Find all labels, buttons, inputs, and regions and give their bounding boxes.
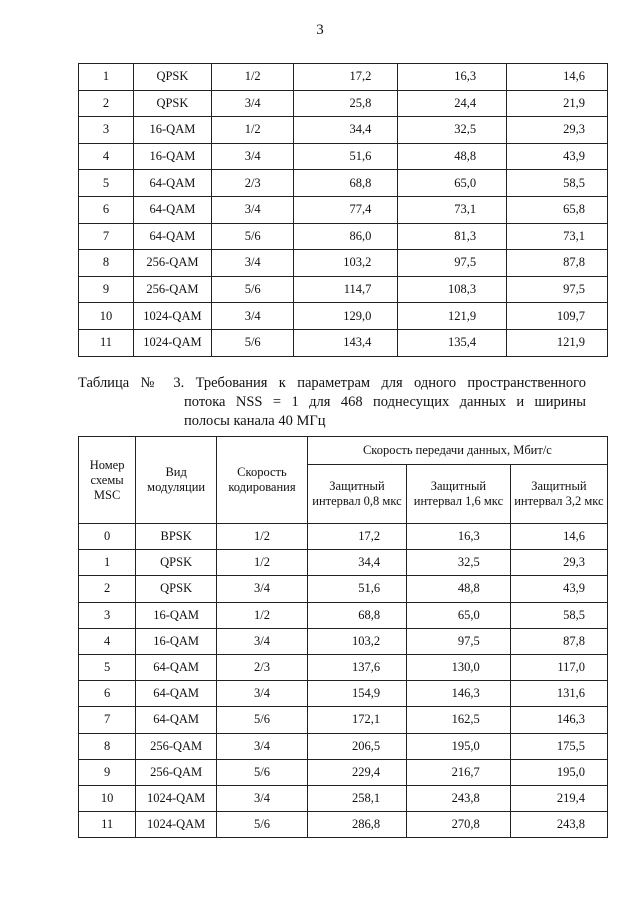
rate-gi-0-8-cell: 103,2 [307, 628, 406, 654]
modulation-cell: 1024-QAM [136, 785, 217, 811]
table-row [79, 812, 608, 838]
rate-gi-3-2-cell: 58,5 [507, 170, 608, 197]
rate-gi-3-2-cell: 29,3 [507, 117, 608, 144]
rate-gi-0-8-cell: 258,1 [307, 785, 406, 811]
rate-gi-0-8-cell: 286,8 [307, 812, 406, 838]
table-row [79, 524, 608, 550]
modulation-cell: 64-QAM [136, 707, 217, 733]
rate-gi-3-2-cell: 121,9 [507, 329, 608, 356]
modulation-cell: 16-QAM [136, 602, 217, 628]
table3-caption [78, 374, 586, 431]
header-gi-0-8: Защитный интервал 0,8 мкс [307, 465, 406, 524]
rate-gi-1-6-cell: 146,3 [407, 681, 511, 707]
table-row [79, 329, 608, 356]
coding-rate-cell: 3/4 [217, 681, 308, 707]
rate-gi-1-6-cell: 32,5 [398, 117, 507, 144]
coding-rate-cell: 5/6 [211, 223, 294, 250]
coding-rate-cell: 5/6 [217, 759, 308, 785]
msc-index-cell: 1 [79, 64, 134, 91]
coding-rate-cell: 5/6 [217, 812, 308, 838]
coding-rate-cell: 3/4 [211, 196, 294, 223]
coding-rate-cell: 1/2 [217, 524, 308, 550]
header-coding-rate: Скорость кодирования [217, 437, 308, 524]
modulation-cell: 256-QAM [136, 759, 217, 785]
modulation-cell: 16-QAM [136, 628, 217, 654]
coding-rate-cell: 5/6 [211, 329, 294, 356]
header-gi-3-2: Защитный интервал 3,2 мкс [510, 465, 607, 524]
caption-line-2: потока NSS = 1 для 468 поднесущих данных и ширины [184, 394, 586, 410]
msc-index-cell: 2 [79, 90, 134, 117]
rate-gi-3-2-cell: 146,3 [510, 707, 607, 733]
modulation-cell: 1024-QAM [136, 812, 217, 838]
modulation-cell: 256-QAM [133, 276, 211, 303]
rate-gi-1-6-cell: 270,8 [407, 812, 511, 838]
table-row [79, 143, 608, 170]
modulation-cell: 64-QAM [133, 196, 211, 223]
rate-gi-0-8-cell: 229,4 [307, 759, 406, 785]
rate-gi-3-2-cell: 175,5 [510, 733, 607, 759]
rate-gi-1-6-cell: 32,5 [407, 550, 511, 576]
coding-rate-cell: 3/4 [211, 303, 294, 330]
table-row [79, 250, 608, 277]
coding-rate-cell: 1/2 [211, 64, 294, 91]
rate-gi-3-2-cell: 87,8 [507, 250, 608, 277]
rate-gi-0-8-cell: 68,8 [307, 602, 406, 628]
coding-rate-cell: 3/4 [217, 733, 308, 759]
msc-index-cell: 1 [79, 550, 136, 576]
table2-body [79, 524, 608, 838]
rate-gi-1-6-cell: 97,5 [398, 250, 507, 277]
msc-index-cell: 9 [79, 276, 134, 303]
rate-gi-1-6-cell: 16,3 [407, 524, 511, 550]
modulation-cell: 16-QAM [133, 143, 211, 170]
modulation-cell: 64-QAM [133, 223, 211, 250]
coding-rate-cell: 1/2 [211, 117, 294, 144]
table-row [79, 576, 608, 602]
rate-gi-3-2-cell: 21,9 [507, 90, 608, 117]
coding-rate-cell: 3/4 [211, 143, 294, 170]
rate-gi-1-6-cell: 216,7 [407, 759, 511, 785]
table-row [79, 303, 608, 330]
rate-gi-0-8-cell: 34,4 [294, 117, 398, 144]
msc-index-cell: 7 [79, 707, 136, 733]
table-row [79, 90, 608, 117]
modulation-cell: QPSK [136, 550, 217, 576]
rate-gi-0-8-cell: 143,4 [294, 329, 398, 356]
table-row [79, 733, 608, 759]
rate-gi-3-2-cell: 29,3 [510, 550, 607, 576]
table-row [79, 196, 608, 223]
rate-gi-3-2-cell: 14,6 [507, 64, 608, 91]
rate-gi-1-6-cell: 73,1 [398, 196, 507, 223]
header-data-rate-group: Скорость передачи данных, Мбит/с [307, 437, 607, 465]
msc-index-cell: 2 [79, 576, 136, 602]
coding-rate-cell: 2/3 [211, 170, 294, 197]
msc-index-cell: 6 [79, 196, 134, 223]
table-row [79, 707, 608, 733]
header-modulation: Вид модуляции [136, 437, 217, 524]
rate-gi-1-6-cell: 81,3 [398, 223, 507, 250]
rate-gi-1-6-cell: 195,0 [407, 733, 511, 759]
rate-gi-0-8-cell: 17,2 [294, 64, 398, 91]
rate-gi-0-8-cell: 137,6 [307, 654, 406, 680]
page-number: 3 [316, 22, 324, 38]
rate-gi-0-8-cell: 51,6 [307, 576, 406, 602]
rate-gi-3-2-cell: 58,5 [510, 602, 607, 628]
coding-rate-cell: 5/6 [217, 707, 308, 733]
rate-gi-0-8-cell: 129,0 [294, 303, 398, 330]
modulation-cell: 64-QAM [136, 654, 217, 680]
msc-index-cell: 6 [79, 681, 136, 707]
msc-index-cell: 9 [79, 759, 136, 785]
rate-gi-3-2-cell: 87,8 [510, 628, 607, 654]
rate-gi-1-6-cell: 24,4 [398, 90, 507, 117]
modulation-cell: 1024-QAM [133, 329, 211, 356]
modulation-cell: 64-QAM [133, 170, 211, 197]
rate-gi-1-6-cell: 130,0 [407, 654, 511, 680]
rate-gi-1-6-cell: 65,0 [398, 170, 507, 197]
rate-gi-3-2-cell: 43,9 [507, 143, 608, 170]
rate-gi-0-8-cell: 86,0 [294, 223, 398, 250]
msc-index-cell: 7 [79, 223, 134, 250]
caption-line-3: полосы канала 40 МГц [184, 413, 326, 429]
table1-body [79, 64, 608, 357]
rate-gi-0-8-cell: 172,1 [307, 707, 406, 733]
rate-gi-0-8-cell: 206,5 [307, 733, 406, 759]
header-gi-1-6: Защитный интервал 1,6 мкс [407, 465, 511, 524]
table-row [79, 785, 608, 811]
rate-gi-0-8-cell: 51,6 [294, 143, 398, 170]
msc-index-cell: 11 [79, 329, 134, 356]
coding-rate-cell: 3/4 [217, 628, 308, 654]
modulation-cell: QPSK [136, 576, 217, 602]
rate-gi-1-6-cell: 135,4 [398, 329, 507, 356]
caption-line-1: Таблица № 3. Требования к параметрам для одного пространственного [78, 375, 586, 391]
rate-gi-0-8-cell: 25,8 [294, 90, 398, 117]
msc-index-cell: 3 [79, 602, 136, 628]
rate-gi-0-8-cell: 114,7 [294, 276, 398, 303]
rate-gi-0-8-cell: 77,4 [294, 196, 398, 223]
modulation-cell: BPSK [136, 524, 217, 550]
msc-index-cell: 4 [79, 628, 136, 654]
table3-data-rates-40mhz [78, 436, 608, 838]
modulation-cell: 256-QAM [136, 733, 217, 759]
table3-header [79, 437, 608, 524]
msc-index-cell: 4 [79, 143, 134, 170]
msc-index-cell: 11 [79, 812, 136, 838]
rate-gi-3-2-cell: 97,5 [507, 276, 608, 303]
msc-index-cell: 5 [79, 654, 136, 680]
modulation-cell: 1024-QAM [133, 303, 211, 330]
table-row [79, 223, 608, 250]
table-row [79, 759, 608, 785]
coding-rate-cell: 3/4 [211, 250, 294, 277]
rate-gi-3-2-cell: 65,8 [507, 196, 608, 223]
table-row [79, 276, 608, 303]
rate-gi-3-2-cell: 109,7 [507, 303, 608, 330]
table-row [79, 64, 608, 91]
rate-gi-3-2-cell: 131,6 [510, 681, 607, 707]
rate-gi-0-8-cell: 17,2 [307, 524, 406, 550]
rate-gi-3-2-cell: 73,1 [507, 223, 608, 250]
rate-gi-1-6-cell: 97,5 [407, 628, 511, 654]
modulation-cell: 64-QAM [136, 681, 217, 707]
rate-gi-3-2-cell: 43,9 [510, 576, 607, 602]
rate-gi-1-6-cell: 48,8 [407, 576, 511, 602]
table-row [79, 117, 608, 144]
msc-index-cell: 10 [79, 785, 136, 811]
rate-gi-0-8-cell: 68,8 [294, 170, 398, 197]
table-row [79, 550, 608, 576]
table-row [79, 170, 608, 197]
rate-gi-1-6-cell: 16,3 [398, 64, 507, 91]
table-row [79, 602, 608, 628]
msc-index-cell: 10 [79, 303, 134, 330]
msc-index-cell: 8 [79, 250, 134, 277]
table-row [79, 681, 608, 707]
rate-gi-1-6-cell: 65,0 [407, 602, 511, 628]
rate-gi-0-8-cell: 34,4 [307, 550, 406, 576]
rate-gi-1-6-cell: 108,3 [398, 276, 507, 303]
coding-rate-cell: 3/4 [217, 576, 308, 602]
rate-gi-3-2-cell: 243,8 [510, 812, 607, 838]
data-rate-table-continued [78, 63, 608, 357]
header-msc: Номер схемы MSC [79, 437, 136, 524]
msc-index-cell: 8 [79, 733, 136, 759]
rate-gi-1-6-cell: 243,8 [407, 785, 511, 811]
msc-index-cell: 0 [79, 524, 136, 550]
msc-index-cell: 5 [79, 170, 134, 197]
rate-gi-0-8-cell: 103,2 [294, 250, 398, 277]
modulation-cell: 256-QAM [133, 250, 211, 277]
coding-rate-cell: 3/4 [217, 785, 308, 811]
rate-gi-0-8-cell: 154,9 [307, 681, 406, 707]
coding-rate-cell: 1/2 [217, 550, 308, 576]
rate-gi-3-2-cell: 117,0 [510, 654, 607, 680]
rate-gi-1-6-cell: 48,8 [398, 143, 507, 170]
table-row [79, 628, 608, 654]
rate-gi-3-2-cell: 195,0 [510, 759, 607, 785]
rate-gi-3-2-cell: 14,6 [510, 524, 607, 550]
coding-rate-cell: 5/6 [211, 276, 294, 303]
modulation-cell: QPSK [133, 90, 211, 117]
rate-gi-3-2-cell: 219,4 [510, 785, 607, 811]
rate-gi-1-6-cell: 162,5 [407, 707, 511, 733]
coding-rate-cell: 1/2 [217, 602, 308, 628]
msc-index-cell: 3 [79, 117, 134, 144]
table-row [79, 654, 608, 680]
rate-gi-1-6-cell: 121,9 [398, 303, 507, 330]
coding-rate-cell: 2/3 [217, 654, 308, 680]
coding-rate-cell: 3/4 [211, 90, 294, 117]
modulation-cell: 16-QAM [133, 117, 211, 144]
modulation-cell: QPSK [133, 64, 211, 91]
